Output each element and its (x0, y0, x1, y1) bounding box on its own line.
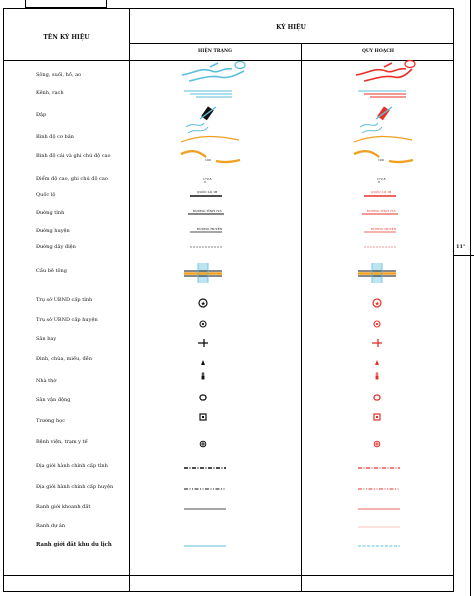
sheet-edge (470, 0, 471, 596)
national-road-label-current: QUỐC LỘ 1B (197, 190, 218, 194)
canal-symbol-planned (358, 91, 406, 97)
temple-icon-planned (375, 360, 379, 365)
hospital-icon-planned (374, 441, 380, 447)
row-label: Quốc lộ (36, 192, 56, 198)
district-road-label-current: ĐƯỜNG HUYỆN (197, 227, 223, 231)
elevation-label-current: 172,5 (203, 177, 212, 181)
church-icon-planned (376, 372, 379, 379)
row-label: Điểm độ cao, ghi chú độ cao (36, 176, 108, 182)
dam-symbol-planned (360, 106, 392, 133)
row-label: Cầu bê tông (36, 268, 67, 274)
school-icon (200, 414, 206, 420)
row-label: Nhà thờ (36, 378, 57, 384)
row-label: Sông, suối, hồ, ao (36, 72, 82, 78)
row-label: Đường huyện (36, 228, 70, 234)
row-label: Trụ sở UBND cấp tỉnh (36, 297, 93, 303)
row-label: Bình độ cơ bản (36, 134, 74, 140)
grid-coordinate-label: 11° (456, 244, 466, 250)
bridge-symbol-current (184, 263, 222, 283)
district-hq-icon-planned (374, 321, 380, 327)
district-hq-icon (200, 321, 206, 327)
row-label: Bình độ cái và ghi chú độ cao (36, 153, 111, 159)
contour-label-planned: 100 (378, 158, 384, 162)
river-symbol-planned (356, 61, 415, 82)
legend-symbols (4, 9, 455, 593)
hospital-icon (200, 441, 206, 447)
provincial-road-label-current: ĐƯỜNG TỈNH 723 (193, 209, 222, 213)
stadium-icon (200, 395, 206, 400)
svg-text:★: ★ (374, 300, 380, 308)
row-label: Địa giới hành chính cấp huyện (36, 484, 114, 490)
airport-icon-planned (372, 339, 382, 347)
contour-label-current: 100 (205, 158, 211, 162)
national-road-label-planned: QUỐC LỘ 1B (371, 190, 392, 194)
header-name: TÊN KÝ HIỆU (43, 34, 90, 41)
row-label: Đường tỉnh (36, 210, 65, 216)
svg-text:★: ★ (200, 300, 206, 308)
contour-basic-current (181, 136, 239, 142)
row-label: Bệnh viện, trạm y tế (36, 439, 88, 445)
temple-icon (201, 360, 205, 365)
contour-basic-planned (354, 136, 412, 142)
church-icon (202, 372, 205, 379)
provincial-road-label-planned: ĐƯỜNG TỈNH 723 (367, 209, 396, 213)
grid-tick (454, 255, 474, 256)
row-label: Đập (36, 112, 47, 118)
canal-symbol-current (184, 91, 232, 97)
row-label: Ranh dự án (36, 523, 66, 529)
row-label: Sân vận động (36, 397, 71, 403)
stadium-icon-planned (374, 395, 380, 400)
bridge-symbol-planned (358, 263, 396, 283)
row-label: Địa giới hành chính cấp tỉnh (36, 463, 108, 469)
river-symbol-current (182, 62, 245, 82)
school-icon-planned (374, 414, 380, 420)
row-label: Ranh giới khoanh đất (36, 504, 91, 510)
row-label: Kênh, rạch (36, 90, 64, 96)
provincial-hq-icon-planned (373, 299, 381, 308)
legend-table (3, 8, 454, 592)
district-road-label-planned: ĐƯỜNG HUYỆN (371, 227, 397, 231)
row-label: Đình, chùa, miếu, đền (36, 356, 92, 362)
row-label: Đường dây điện (36, 244, 76, 250)
row-label: Sân bay (36, 336, 57, 342)
row-label: Trường học (36, 418, 65, 424)
provincial-hq-icon (199, 299, 207, 308)
header-planned: QUY HOẠCH (361, 49, 395, 54)
header-current: HIỆN TRẠNG (197, 49, 232, 54)
dam-symbol-current (186, 106, 216, 133)
header-symbol: KÝ HIỆU (276, 24, 306, 31)
row-label: Trụ sở UBND cấp huyện (36, 317, 98, 323)
elevation-label-planned: 172,5 (377, 177, 386, 181)
airport-icon (198, 339, 208, 347)
title-tab (25, 0, 107, 8)
row-label: Ranh giới đất khu du lịch (36, 542, 112, 548)
